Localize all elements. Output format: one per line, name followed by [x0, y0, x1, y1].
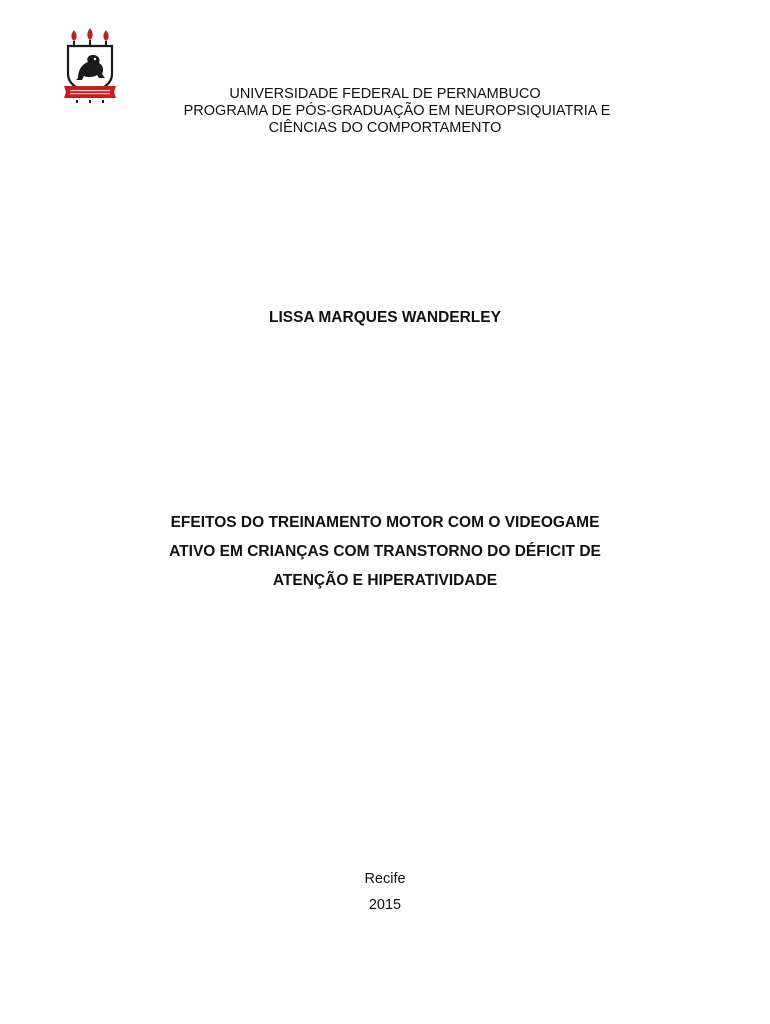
thesis-title-line-2: ATIVO EM CRIANÇAS COM TRANSTORNO DO DÉFICIT DE	[169, 543, 601, 560]
thesis-title-line-3: ATENÇÃO E HIPERATIVIDADE	[272, 572, 498, 589]
university-name: UNIVERSIDADE FEDERAL DE PERNAMBUCO	[229, 86, 541, 102]
thesis-title-line-1: EFEITOS DO TREINAMENTO MOTOR COM O VIDEOGAME	[170, 514, 600, 531]
city: Recife	[364, 871, 406, 887]
program-name-line-2: CIÊNCIAS DO COMPORTAMENTO	[268, 120, 502, 136]
program-name-line-1: PROGRAMA DE PÓS-GRADUAÇÃO EM NEUROPSIQUIATRIA E	[183, 103, 611, 119]
thesis-title	[0, 508, 770, 595]
institution-header	[0, 86, 770, 137]
year: 2015	[368, 897, 402, 913]
author-name: LISSA MARQUES WANDERLEY	[269, 309, 501, 326]
